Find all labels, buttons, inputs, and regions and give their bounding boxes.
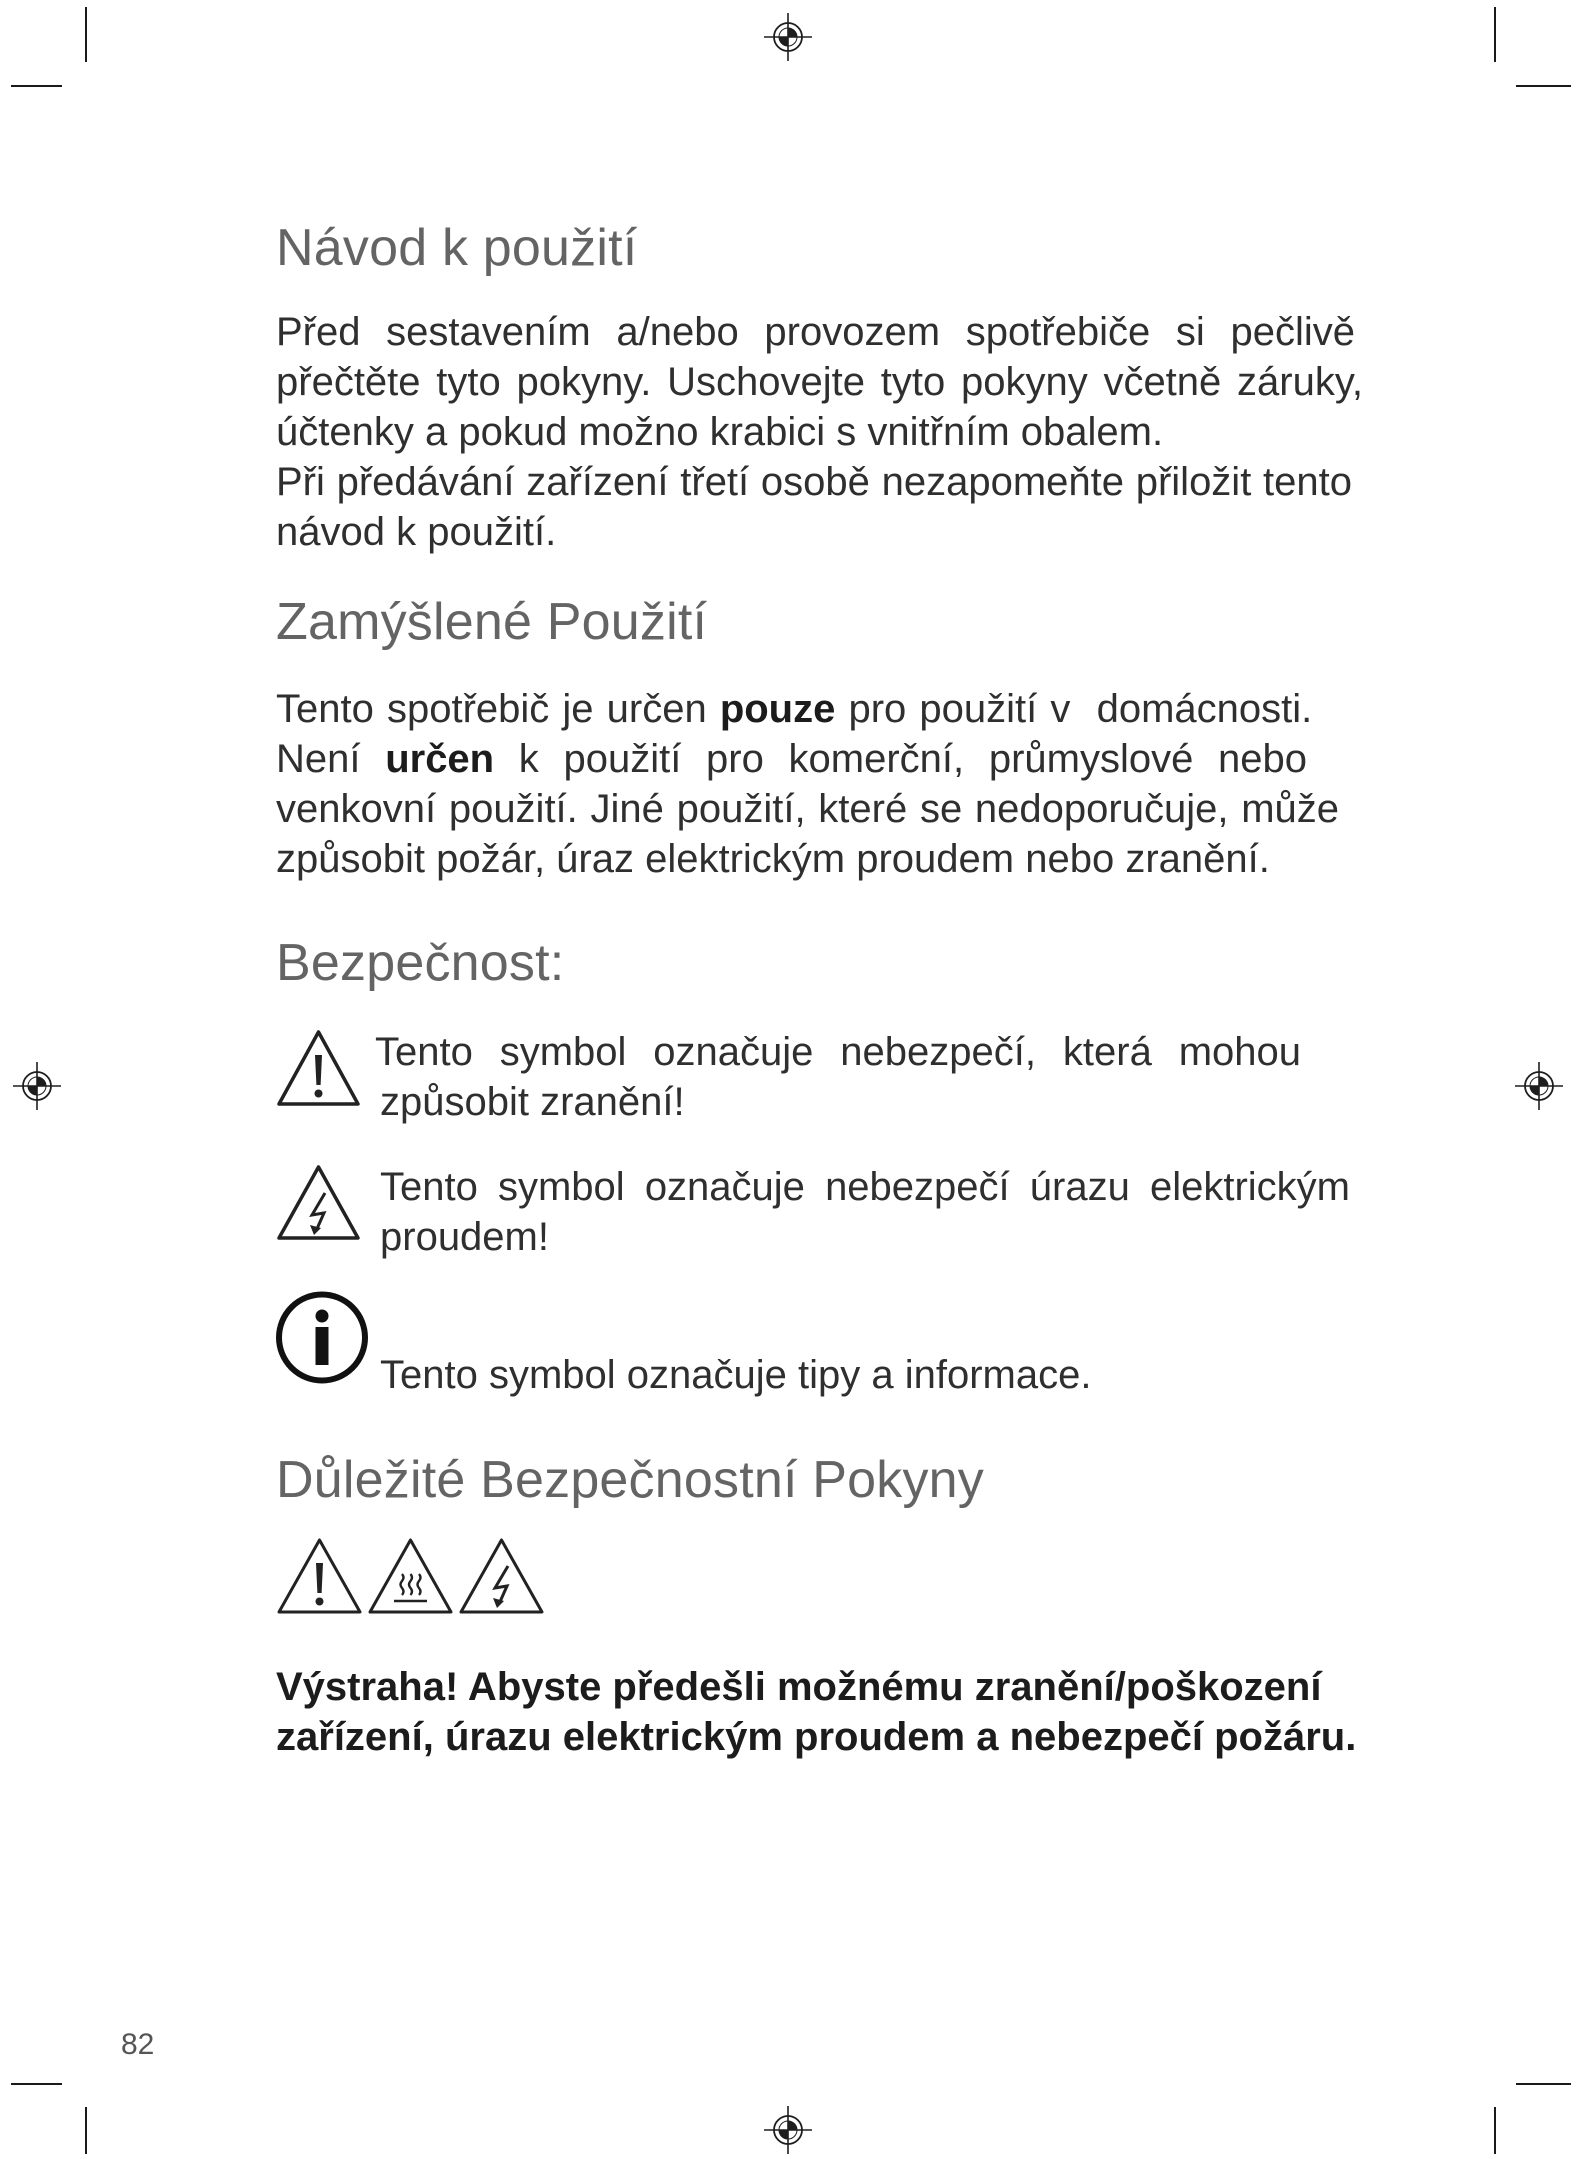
intended-use-line-1 — [276, 684, 1312, 734]
crop-mark-bottom-right-horizontal — [1516, 2083, 1571, 2085]
crop-mark-bottom-right-vertical — [1494, 2107, 1496, 2154]
important-warning-line-2: zařízení, úrazu elektrickým proudem a nebezpečí požáru. — [276, 1715, 1357, 1759]
intended-use-line-2-text-c: k použití pro komerční, průmyslové nebo — [494, 737, 1307, 781]
safety-symbol-3-line-1: Tento symbol označuje tipy a informace. — [380, 1353, 1092, 1397]
safety-symbol-1-line-1: Tento symbol označuje nebezpečí, která mohou — [375, 1030, 1301, 1074]
section-heading-instructions: Návod k použití — [276, 219, 638, 277]
intended-use-line-1-text-c: pro použití v domácnosti. — [835, 687, 1313, 731]
intro-line-2: přečtěte tyto pokyny. Uschovejte tyto pokyny včetně záruky, — [276, 360, 1363, 404]
registration-mark-right-icon — [1513, 1060, 1565, 1112]
intended-use-line-1-text-a: Tento spotřebič je určen — [276, 687, 720, 731]
section-heading-safety: Bezpečnost: — [276, 934, 565, 992]
intro-line-3: účtenky a pokud možno krabici s vnitřním obalem. — [276, 410, 1164, 454]
intended-use-line-2-text-a: Není — [276, 737, 386, 781]
intended-use-emphasis-only: pouze — [719, 687, 836, 731]
section-heading-important-safety: Důležité Bezpečnostní Pokyny — [276, 1451, 984, 1509]
crop-mark-top-left-horizontal — [11, 85, 62, 87]
intro-line-5: návod k použití. — [276, 510, 557, 554]
safety-symbol-2-line-2: proudem! — [380, 1215, 549, 1259]
registration-mark-bottom-icon — [762, 2104, 814, 2156]
crop-mark-top-right-vertical — [1494, 7, 1496, 62]
registration-mark-left-icon — [11, 1060, 63, 1112]
safety-symbol-2-line-1: Tento symbol označuje nebezpečí úrazu elektrickým — [380, 1165, 1350, 1209]
intended-use-line-2 — [276, 734, 1307, 784]
intro-line-1: Před sestavením a/nebo provozem spotřebiče si pečlivě — [276, 310, 1355, 354]
section-heading-intended-use: Zamýšlené Použití — [276, 593, 708, 651]
registration-mark-top-icon — [762, 11, 814, 63]
warning-triangle-icon — [275, 1028, 362, 1108]
intended-use-line-3: venkovní použití. Jiné použití, které se nedoporučuje, může — [276, 787, 1339, 831]
hot-surface-triangle-icon — [366, 1536, 455, 1616]
crop-mark-bottom-left-horizontal — [11, 2083, 62, 2085]
warning-triangle-icon — [275, 1536, 364, 1616]
intended-use-emphasis-intended: určen — [385, 737, 495, 781]
crop-mark-bottom-left-vertical — [85, 2107, 87, 2154]
important-warning-line-1: Výstraha! Abyste předešli možnému zranění/poškození — [276, 1665, 1322, 1709]
safety-symbol-1-line-2: způsobit zranění! — [380, 1080, 685, 1124]
intended-use-line-4: způsobit požár, úraz elektrickým proudem nebo zranění. — [276, 837, 1270, 881]
intro-line-4: Při předávání zařízení třetí osobě nezapomeňte přiložit tento — [276, 460, 1352, 504]
page-number: 82 — [121, 2028, 155, 2061]
electric-shock-triangle-icon — [457, 1536, 546, 1616]
crop-mark-top-left-vertical — [85, 7, 87, 62]
crop-mark-top-right-horizontal — [1516, 85, 1571, 87]
info-icon — [275, 1290, 369, 1385]
electric-shock-triangle-icon — [275, 1163, 362, 1242]
